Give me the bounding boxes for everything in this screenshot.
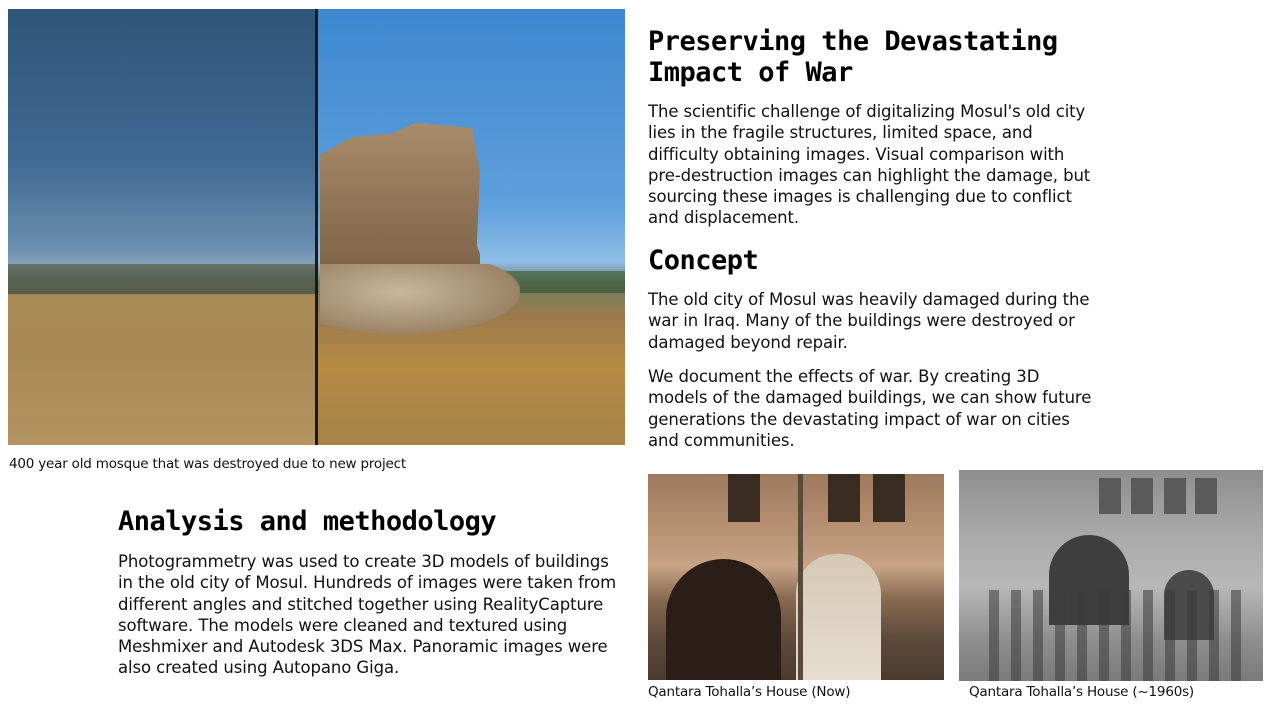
window [1131, 478, 1153, 514]
hero-image-caption: 400 year old mosque that was destroyed due to new project [9, 456, 406, 472]
window [1164, 478, 1186, 514]
utility-pole [798, 474, 803, 680]
concept-paragraph-2: We document the effects of war. By creating 3D models of the damaged buildings, we can show future generations the devastating impact of war on cities and communities. [648, 367, 1092, 450]
window [828, 474, 860, 522]
archway [666, 559, 781, 680]
city-skyline [8, 264, 316, 294]
window [873, 474, 905, 522]
page-title-line-1: Preserving the Devastating [648, 26, 1058, 57]
house-1960s-photo [959, 470, 1263, 681]
concept-heading: Concept [648, 245, 759, 276]
split-divider [315, 9, 318, 445]
analysis-paragraph: Photogrammetry was used to create 3D models of buildings in the old city of Mosul. Hundreds of images were taken from different angles and stitched together using RealityCapture software. The models were cleaned and textured using Meshmixer and Autodesk 3DS Max. Panoramic images were also created using Autopano Giga. [118, 552, 617, 678]
house-now-caption: Qantara Tohalla’s House (Now) [648, 684, 851, 700]
house-1960s-caption: Qantara Tohalla’s House (~1960s) [969, 684, 1194, 700]
page-title-line-2: Impact of War [648, 57, 853, 88]
mosque-comparison-image [8, 9, 625, 445]
page-title [648, 26, 1208, 88]
concept-paragraph-1: The old city of Mosul was heavily damaged during the war in Iraq. Many of the buildings were destroyed or damaged beyond repair. [648, 290, 1090, 352]
window [728, 474, 760, 522]
rubble-pile [320, 264, 520, 334]
window [1099, 478, 1121, 514]
graffiti-door [796, 554, 881, 680]
group-of-children [989, 590, 1249, 681]
window [1195, 478, 1217, 514]
before-photo-half [8, 9, 316, 445]
analysis-heading: Analysis and methodology [118, 506, 497, 537]
house-now-photo [648, 474, 944, 680]
intro-paragraph: The scientific challenge of digitalizing Mosul's old city lies in the fragile structures, limited space, and difficulty obtaining images. Visual comparison with pre-destruction images can highlight the damage, but sourcing these images is challenging due to conflict and displacement. [648, 102, 1091, 228]
